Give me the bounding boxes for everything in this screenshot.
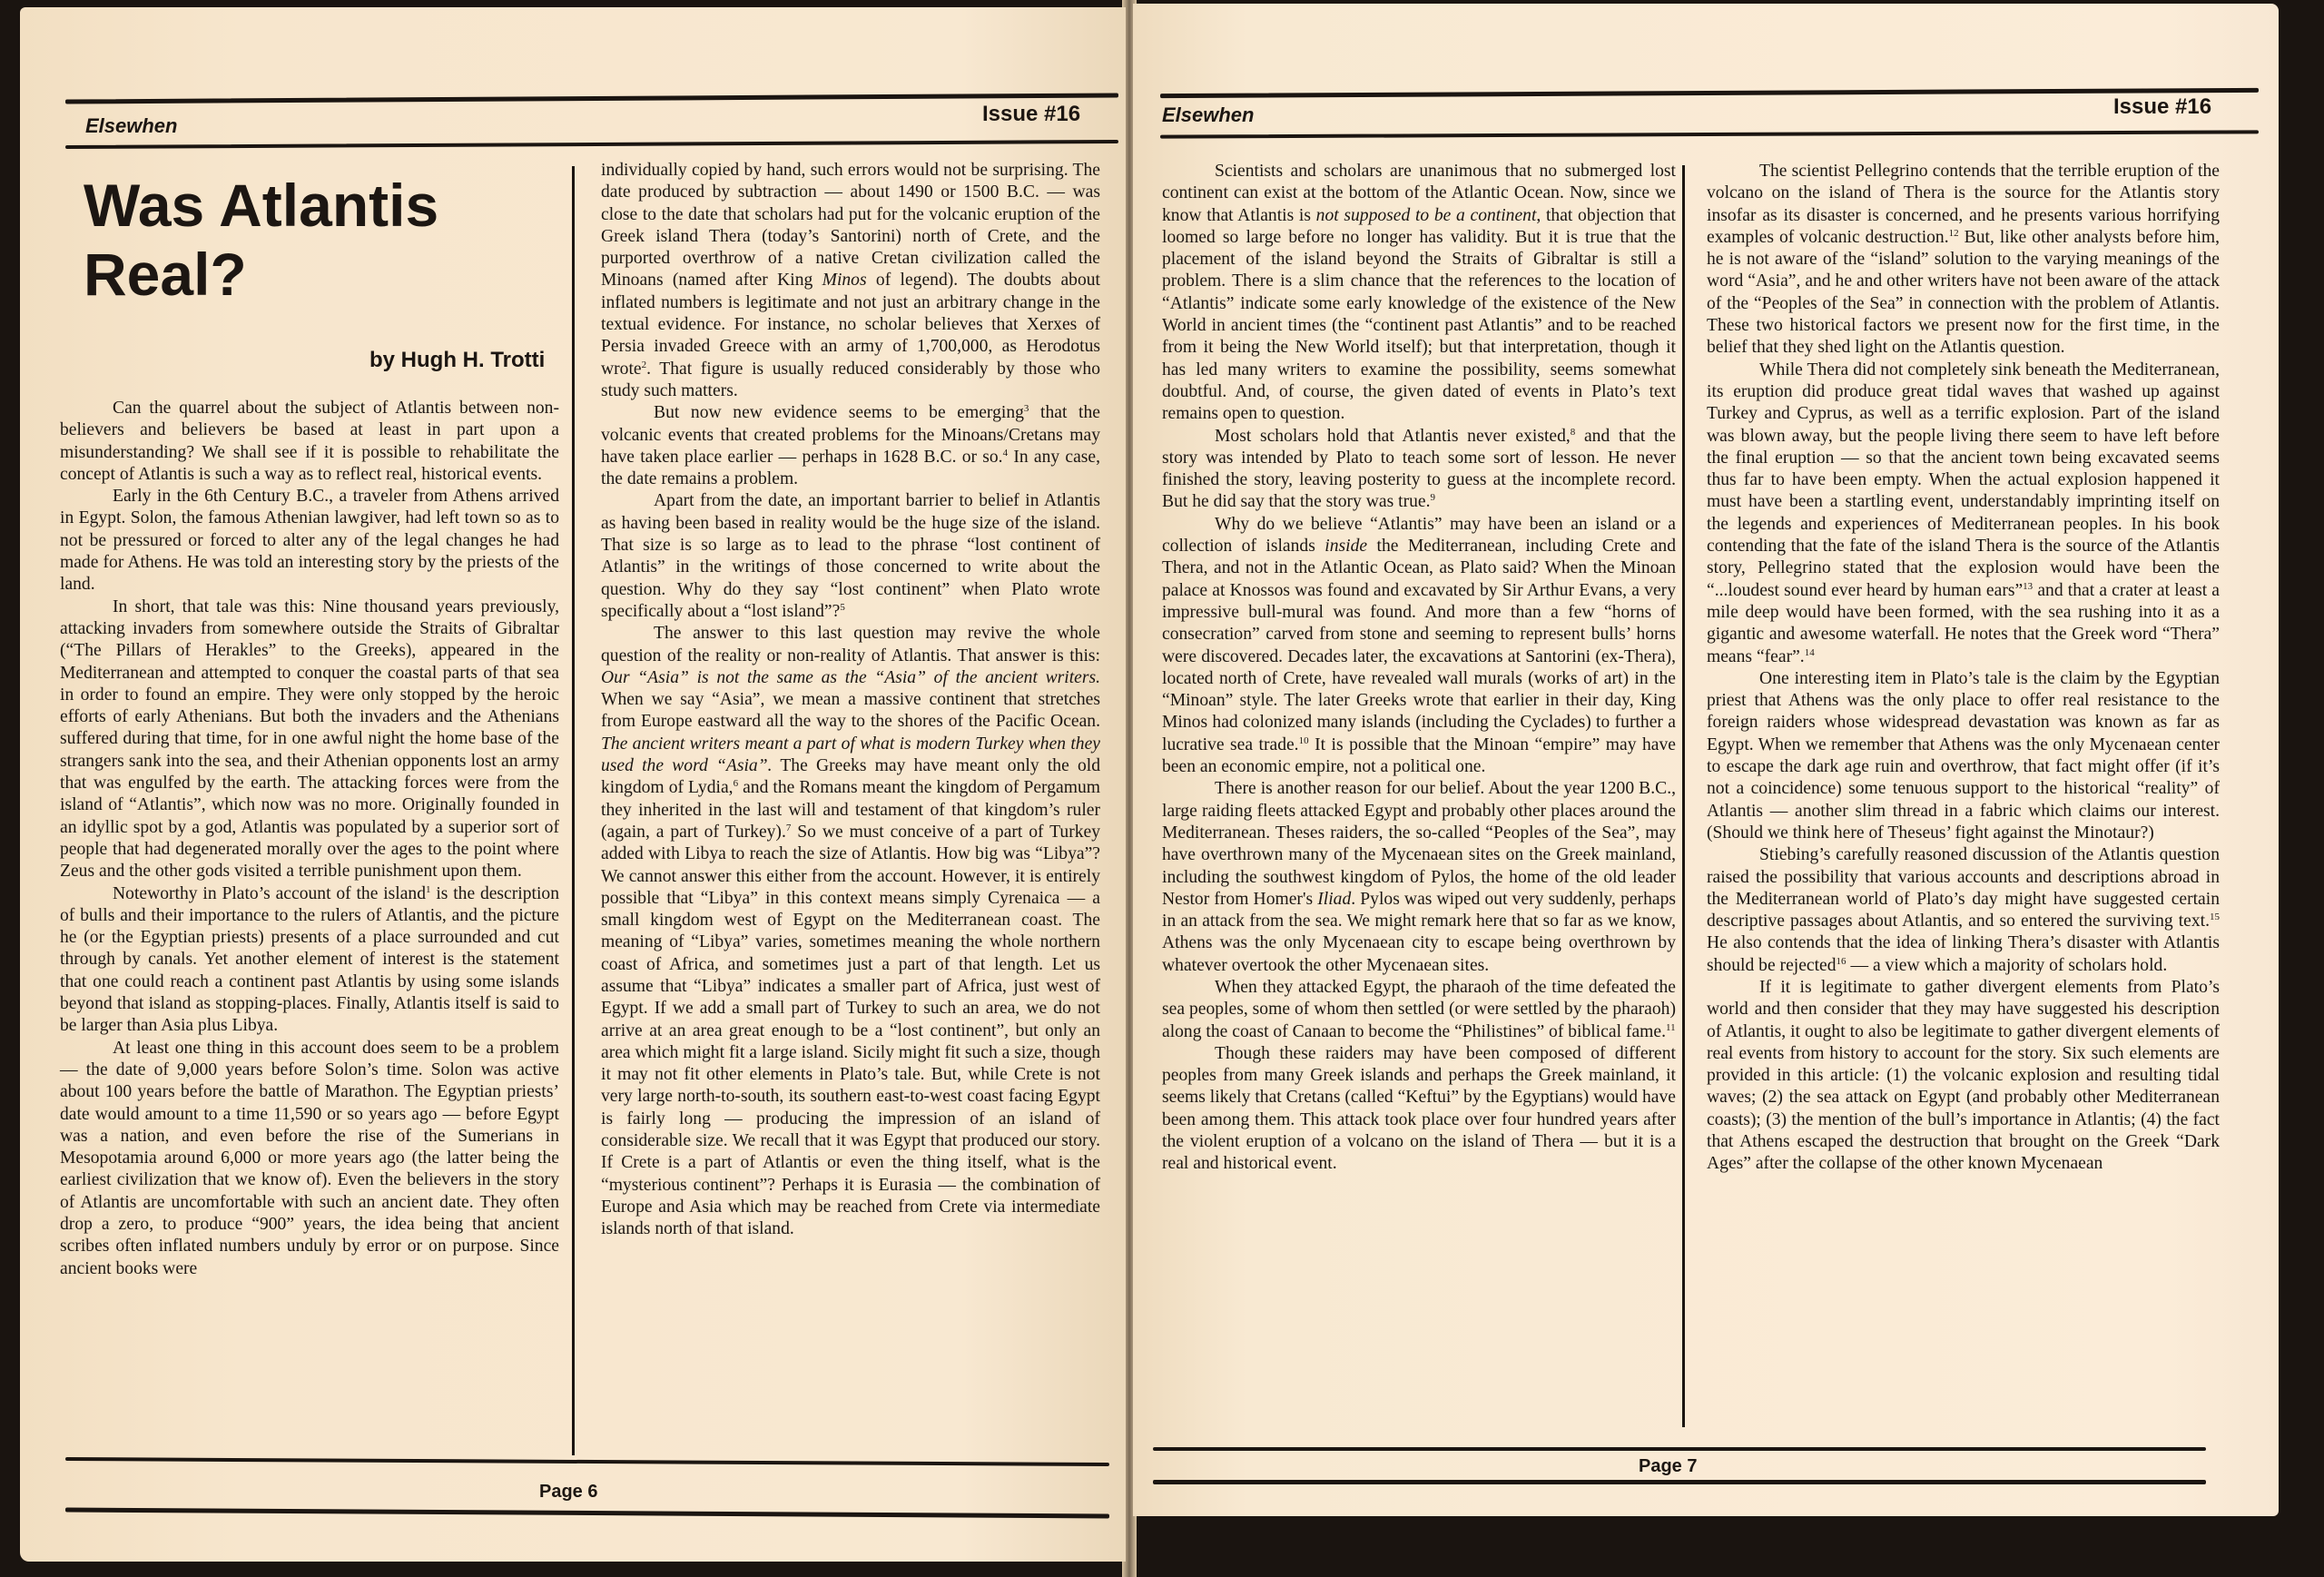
italic-text: Iliad [1317, 889, 1352, 909]
footnote-ref: 9 [1430, 492, 1435, 504]
text-run: Noteworthy in Plato’s account of the island [113, 883, 427, 903]
paragraph [1162, 514, 1676, 779]
text-run: While Thera did not completely sink beneath the Mediterranean, its eruption did produce great tidal waves that washed up against Turkey and Cyprus, as well as a terrific explosion. Part of the island was blown away, but the people living there seem to have left before the final eruption — so that the ancient town being excavated seems thus far to have been empty. When the actual explosion happened it must have been a startling event, understandably imprinting itself on the legends and experiences of Mediterranean peoples. In his book contending that the fate of the island Thera is the source of the Atlantis story, Pellegrino stated that the explosion would have been the “...loudest sound ever heard by human ears” [1707, 360, 2220, 600]
column-divider-left [572, 166, 575, 1455]
footnote-ref: 3 [1023, 403, 1029, 415]
paragraph [1162, 778, 1676, 977]
text-run: But, like other analysts before him, he is not aware of the “island” solution to the varying meanings of the word “Asia”, and he and other writers have not been aware of the attack of the “Peoples of the Sea” in connection with the problem of Atlantis. These two historical factors we present now for the first time, in the belief that they shed light on the Atlantis question. [1707, 227, 2221, 358]
paragraph [601, 490, 1100, 623]
paragraph [601, 623, 1100, 1240]
footnote-ref: 6 [733, 778, 739, 790]
text-run: and that the story was intended by Plato to teach some sort of lesson. He never finished the story, leaving posterity to guess at the incomplete record. But he did say that the story was true. [1162, 426, 1676, 512]
column-4 [1707, 161, 2220, 1176]
text-run: Apart from the date, an important barrier to belief in Atlantis as having been based in reality would be the huge size of the island. That size is so large as to lead to the phrase “lost continent of Atlantis” in the writings of those concerned to write about the question. Why do they say “lost continent” when Plato wrote specifically about a “lost island”? [601, 491, 1100, 621]
text-run: individually copied by hand, such errors would not be surprising. The date produced by subtraction — about 1490 or 1500 B.C. — was close to the date that scholars had put for the volcanic eruption of the Greek island Thera (today’s Santorini) north of Crete, and the purported overthrow of a native Cretan civilization called the Minoans (named after King [601, 161, 1100, 291]
page-7 [1133, 4, 2279, 1516]
paragraph [601, 160, 1100, 402]
issue-number: Issue #16 [982, 102, 1081, 126]
text-run: . That figure is usually reduced considerably by those who study such matters. [601, 359, 1100, 400]
paragraph [1162, 161, 1676, 426]
magazine-name: Elsewhen [1162, 103, 1255, 126]
paragraph [1707, 844, 2220, 977]
footnote-ref: 2 [641, 359, 647, 370]
text-run: In short, that tale was this: Nine thousand years previously, attacking invaders from somewhere outside the Straits of Gibraltar (“The Pillars of Herakles” to the Greeks), appeared in the Mediterranean and attempted to conquer the coastal parts of that sea in order to found an empire. They were only stopped by the heroic efforts of early Athenians. But both the invaders and the Athenians suffered during that time, for in one awful night the home base of the strangers sank into the sea, and their Athenian opponents lost an army that was engulfed by the earth. The attacking forces were from the island of “Atlantis”, which now was no more. Originally founded in an idyllic spot by a god, Atlantis was populated by a superior sort of people that had degenerated morally over the ages to the point where Zeus and the other gods visited a terrible punishment upon them. [60, 596, 559, 882]
paragraph [601, 402, 1100, 490]
column-1 [60, 398, 559, 1280]
text-run: Can the quarrel about the subject of Atlantis between non-believers and believers be based at least in part upon a misunderstanding? We shall see if it is possible to rehabilitate the concept of Atlantis is such a way as to reflect real, historical events. [60, 399, 559, 484]
text-run: Early in the 6th Century B.C., a traveler from Athens arrived in Egypt. Solon, the famous Athenian lawgiver, had left town so as to not be pressured or forced to alter any of the legal changes he had made for Athens. He was told an interesting story by the priests of the land. [60, 487, 559, 595]
footnote-ref: 5 [840, 601, 845, 613]
article-byline: by Hugh H. Trotti [369, 348, 546, 372]
text-run: But now new evidence seems to be emerging [654, 403, 1024, 423]
footnote-ref: 13 [2023, 580, 2034, 592]
text-run: So we must conceive of a part of Turkey added with Libya to reach the size of Atlantis. How big was “Libya”? We cannot answer this either from the account. However, it is entirely possible that “Libya” in this context means simply Cyrenaica — a small kingdom west of Egypt on the Mediterranean coast. The meaning of “Libya” varies, sometimes meaning the whole northern coast of Africa, and sometimes just a part of that length. Let us assume that “Libya” indicates a smaller part of Africa, just west of Egypt. If we add a small part of Turkey to such an area, we do not arrive at an area great enough to be a “lost continent”, but only an area which might fit a large island. Sicily might fit such a size, though it may not fit other elements in Plato’s tale. But, while Crete is not very large north-to-south, its southern east-to-west coast facing Egypt is fairly long — producing the impression of an island of considerable size. We recall that it was Egypt that produced our story. If Crete is a part of Atlantis or even the thing itself, what is the “mysterious continent”? Perhaps it is Eurasia — the combination of Europe and Asia which may be reached from Crete via intermediate islands north of that island. [601, 822, 1101, 1239]
paragraph [60, 398, 559, 486]
paragraph [60, 486, 559, 596]
column-2 [601, 160, 1100, 1241]
text-run: One interesting item in Plato’s tale is the claim by the Egyptian priest that Athens was the only place to offer real resistance to the foreign raiders whose widespread devastation was known as far as Egypt. When we remember that Athens was the only Mycenaean center to escape the dark age ruin and overthrow, that fact might offer (if it’s not a coincidence) some tenuous support to the historical “reality” of Atlantis — another slim thread in a fabric which claims our interest. (Should we think here of Theseus’ fight against the Minotaur?) [1707, 668, 2220, 843]
text-run: and the Romans meant the kingdom of Pergamum they inherited in the last will and testament of that kingdom’s ruler (again, a part of Turkey). [601, 778, 1101, 842]
page-6 [20, 7, 1126, 1562]
text-run: It is possible that the Minoan “empire” may have been an economic empire, not a political one. [1162, 734, 1676, 777]
italic-text: inside [1324, 537, 1368, 557]
footnote-ref: 11 [1665, 1021, 1676, 1033]
text-run: There is another reason for our belief. About the year 1200 B.C., large raiding fleets attacked Egypt and probably other places around the Mediterranean. Theses raiders, the so-called “Peoples of the Sea”, may have overthrown many of the Mycenaean sites on the Greek mainland, including the southwest kingdom of Pylos, the home of the old leader Nestor from Homer's [1162, 779, 1676, 909]
italic-text: Our “Asia” is not the same as the “Asia” of the ancient writers. [601, 667, 1100, 687]
header-rule-bottom [65, 140, 1118, 149]
header-rule-top [65, 93, 1118, 103]
text-run: If it is legitimate to gather divergent elements from Plato’s world and then consider that they may have suggested his description of Atlantis, it ought to also be legitimate to gather divergent elements of real events from history to account for the story. Six such elements are provided in this article: (1) the volcanic explosion and resulting tidal waves; (2) the sea attack on Egypt (and probably other Mediterranean coasts); (3) the mention of the bull’s importance in Atlantis; (4) the fact that Athens escaped the destruction that brought on the Greek “Dark Ages” after the collapse of the other known Mycenaean [1707, 977, 2220, 1174]
header-rule-top [1160, 88, 2259, 98]
text-run: When they attacked Egypt, the pharaoh of the time defeated the sea peoples, some of whom then settled (or were settled by the pharaoh) along the coast of Canaan to become the “Philistines” of biblical fame. [1162, 977, 1676, 1041]
footnote-ref: 1 [426, 883, 431, 895]
footer-rule-bottom [65, 1507, 1109, 1518]
paragraph [1707, 360, 2220, 668]
page-number-left: Page 6 [539, 1482, 598, 1502]
paragraph [60, 883, 559, 1038]
footer-rule-top [65, 1457, 1109, 1466]
paragraph [1707, 977, 2220, 1176]
text-run: is the description of bulls and their importance to the rulers of Atlantis, and the picture he (or the Egyptian priests) presents of a place surrounded and cut through by canals. Yet another element of interest is the statement that one could reach a continent past Atlantis by using some islands beyond that island as stopping-places. Finally, Atlantis itself is said to be larger than Asia plus Libya. [60, 883, 560, 1036]
text-run: Stiebing’s carefully reasoned discussion of the Atlantis question raised the possibility that various accounts and descriptions abroad in the Mediterranean world of Plato’s day might have suggested certain descriptive passages about Atlantis, and so entered the surviving text. [1707, 845, 2220, 931]
paragraph [1707, 161, 2220, 360]
issue-number: Issue #16 [2113, 94, 2212, 119]
text-run: The Greeks may have meant only the old kingdom of Lydia, [601, 756, 1100, 798]
column-divider-right [1682, 165, 1685, 1427]
text-run: . Pylos was wiped out very suddenly, perhaps in an attack from the sea. We might remark here that so far as we know, Athens was the only Mycenaean city to escape being overthrown by whatever overtook the other Mycenaean sites. [1162, 889, 1677, 975]
paragraph [60, 1038, 559, 1280]
text-run: the Mediterranean, including Crete and Thera, and not in the Atlantic Ocean, as Plato said? When the Minoan palace at Knossos was found and excavated by Sir Arthur Evans, a very impressive bull-mural was found. And more than a few “horns of consecration” carved from stone and seeming to represent bulls’ horns were discovered. Decades later, the excavations at Santorini (ex-Thera), located north of Crete, have revealed wall murals (works of art) in the “Minoan” style. The later Greeks wrote that earlier in their day, King Minos had colonized many islands (including the Cyclades) to further a lucrative sea trade. [1162, 537, 1677, 754]
footnote-ref: 7 [785, 822, 792, 833]
header-rule-bottom [1160, 130, 2259, 138]
text-run: The scientist Pellegrino contends that the terrible eruption of the volcano on the island of Thera is the source for the Atlantis story insofar as its disaster is concerned, and he presents various horrifying examples of volcanic destruction. [1707, 162, 2220, 247]
text-run: and that a crater at least a mile deep would have been formed, with the sea rushing into it as a gigantic and awesome waterfall. He notes that the Greek word “Thera” means “fear”. [1707, 580, 2220, 666]
footnote-ref: 12 [1948, 227, 1959, 239]
text-run: He also contends that the idea of linking Thera’s disaster with Atlantis should be rejected [1707, 933, 2220, 975]
footnote-ref: 8 [1570, 426, 1576, 438]
text-run: The answer to this last question may revive the whole question of the reality or non-reality of Atlantis. That answer is this: [601, 624, 1100, 665]
text-run: , that objection that loomed so large before no longer has validity. But it is true that the placement of the island beyond the Straits of Gibraltar is still a problem. There is a slim chance that the references to the location of “Atlantis” indicate some early knowledge of the existence of the New World in ancient times (the “continent past Atlantis” and to be reached from it being the New World itself); but that interpretation, though it has led many writers to examine the possibility, seems somewhat doubtful. And, of course, the given dated of events in Plato’s text remains open to question. [1162, 205, 1676, 424]
paragraph [1162, 426, 1676, 514]
column-3 [1162, 161, 1676, 1176]
text-run: Most scholars hold that Atlantis never existed, [1215, 426, 1571, 446]
text-run: In any case, the date remains a problem. [601, 447, 1101, 489]
text-run: Scientists and scholars are unanimous that no submerged lost continent can exist at the bottom of the Atlantic Ocean. Now, since we know that Atlantis is [1162, 162, 1676, 225]
paragraph [1707, 668, 2220, 844]
footer-rule-bottom [1153, 1480, 2206, 1484]
text-run: that the volcanic events that created problems for the Minoans/Cretans may have taken place earlier — perhaps in 1628 B.C. or so. [601, 403, 1100, 467]
italic-text: Minos [822, 271, 867, 291]
footnote-ref: 4 [1002, 447, 1009, 458]
text-run: Why do we believe “Atlantis” may have been an island or a collection of islands [1162, 514, 1676, 557]
text-run: — a view which a majority of scholars hold. [1846, 955, 2168, 975]
footnote-ref: 16 [1836, 955, 1846, 967]
footnote-ref: 10 [1298, 734, 1309, 746]
paragraph [60, 596, 559, 883]
italic-text: The ancient writers meant a part of what is modern Turkey when they used the word “Asia”. [601, 734, 1100, 776]
text-run: When we say “Asia”, we mean a massive continent that stretches from Europe eastward all the way to the shores of the Pacific Ocean. [601, 690, 1100, 732]
footer-rule-top [1153, 1447, 2206, 1451]
paragraph [1162, 977, 1676, 1043]
footnote-ref: 15 [2210, 912, 2220, 923]
article-title [84, 171, 438, 309]
footnote-ref: 14 [1804, 646, 1815, 658]
article-title-line2: Real? [84, 241, 247, 308]
paragraph [1162, 1043, 1676, 1176]
article-title-line1: Was Atlantis [84, 172, 439, 239]
text-run: At least one thing in this account does seem to be a problem — the date of 9,000 years before Solon’s time. Solon was active about 100 years before the battle of Marathon. The Egyptian priests’ date would amount to a time 11,590 or so years ago — before Egypt was a nation, and even before the rise of the Sumerians in Mesopotamia around 6,000 or more years ago (the latter being the earliest civilization that we know of). Even the believers in the story of Atlantis are uncomfortable with such an ancient date. They often drop a zero, to produce “900” years, the idea being that ancient scribes often inflated numbers unduly by error or on purpose. Since ancient books were [60, 1038, 559, 1278]
text-run: of legend). The doubts about inflated numbers is legitimate and not just an arbitrary change in the textual evidence. For instance, no scholar believes that Xerxes of Persia invaded Greece with an army of 1,700,000, as Herodotus wrote [601, 271, 1100, 379]
text-run: Though these raiders may have been composed of different peoples from many Greek islands and perhaps the Greek mainland, it seems likely that Cretans (called “Keftui” by the Egyptians) would have been among them. This attack took place over four hundred years after the violent eruption of a volcano on the island of Thera — but it is a real and historical event. [1162, 1043, 1676, 1174]
magazine-name: Elsewhen [85, 114, 178, 137]
italic-text: not supposed to be a continent [1315, 205, 1537, 225]
page-number-right: Page 7 [1639, 1456, 1698, 1476]
